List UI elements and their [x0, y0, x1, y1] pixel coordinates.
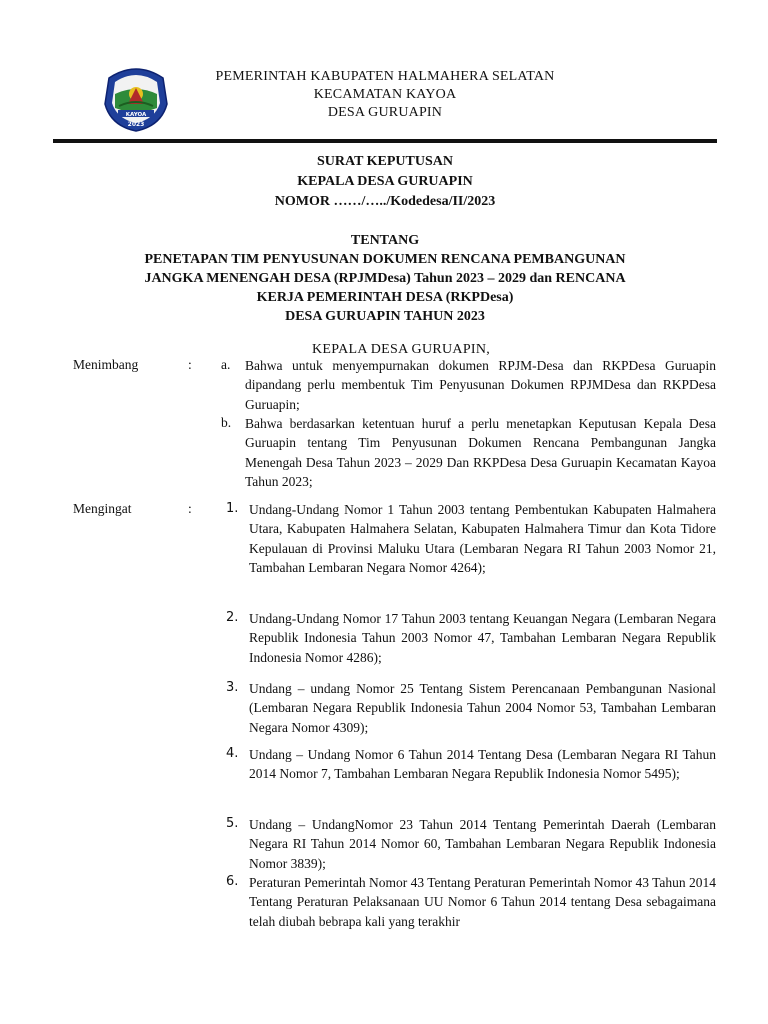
subject-line-4: DESA GURUAPIN TAHUN 2023 [285, 309, 485, 324]
letterhead-divider [53, 139, 717, 143]
subject-line-3: KERJA PEMERINTAH DESA (RKPDesa) [256, 290, 514, 305]
menimbang-marker-a: a. [221, 357, 231, 372]
mengingat-item-1: Undang-Undang Nomor 1 Tahun 2003 tentang Pembentukan Kabupaten Halmahera Utara, Kabupaten Halmahera Selatan, Kabupaten Halmahera Timur dan Kota Tidore Kepulauan di Provinsi Maluku Utara (Lembaran Negara RI Tahun 2003 Nomor 21, Tambahan Lembaran Negara Nomor 4264); [249, 502, 716, 575]
letterhead-line-3: DESA GURUAPIN [327, 105, 443, 120]
logo-banner-text: KAYOA [125, 112, 147, 118]
mengingat-item-6: Peraturan Pemerintah Nomor 43 Tentang Peraturan Pemerintah Nomor 43 Tahun 2014 Tentang Peraturan Pelaksanaan UU Nomor 6 Tahun 2014 tentang Desa sebagaimana telah diubah bebrapa kali yang terakhir [249, 875, 717, 929]
kepala-desa-heading: KEPALA DESA GURUAPIN, [312, 342, 491, 357]
mengingat-label: Mengingat [73, 501, 132, 516]
decree-issuer: KEPALA DESA GURUAPIN [297, 174, 473, 189]
mengingat-item-2: Undang-Undang Nomor 17 Tahun 2003 tentang Keuangan Negara (Lembaran Negara Republik Indonesia Tahun 2003 Nomor 47, Tambahan Lembaran Negara Republik Indonesia Nomor 4286); [249, 611, 716, 665]
menimbang-colon: : [188, 357, 192, 372]
mengingat-item-3: Undang – undang Nomor 25 Tentang Sistem Perencanaan Pembangunan Nasional (Lembaran Negara Republik Indonesia Tahun 2004 Nomor 53, Tambahan Lembaran Negara Nomor 4309); [249, 681, 716, 735]
menimbang-label: Menimbang [73, 357, 139, 372]
letterhead-line-2: KECAMATAN KAYOA [313, 87, 457, 102]
menimbang-item-a: Bahwa untuk menyempurnakan dokumen RPJM-Desa dan RKPDesa Guruapin dipandang perlu membentuk Tim Penyusunan Dokumen RPJMDesa dan RKPDesa Guruapin; [245, 358, 716, 412]
mengingat-marker-4: 4. [226, 746, 239, 761]
mengingat-item-4: Undang – Undang Nomor 6 Tahun 2014 Tentang Desa (Lembaran Negara RI Tahun 2014 Nomor 7, Tambahan Lembaran Negara Republik Indonesia Nomor 5495); [249, 747, 716, 782]
menimbang-item-b: Bahwa berdasarkan ketentuan huruf a perlu menetapkan Keputusan Kepala Desa Guruapin tentang Tim Penyusunan Dokumen Rencana Pembangunan Jangka Menengah Desa Tahun 2023 – 2029 Dan RKPDesa Desa Guruapin Kecamatan Kayoa Tahun 2023; [245, 416, 716, 489]
mengingat-colon: : [188, 501, 192, 516]
mengingat-marker-1: 1. [226, 501, 239, 516]
mengingat-item-5: Undang – UndangNomor 23 Tahun 2014 Tentang Pemerintah Daerah (Lembaran Negara RI Tahun 2014 Nomor 60, Tambahan Lembaran Negara Republik Indonesia Nomor 3839); [249, 817, 716, 871]
mengingat-marker-5: 5. [226, 816, 239, 831]
subject-line-2: JANGKA MENENGAH DESA (RPJMDesa) Tahun 2023 – 2029 dan RENCANA [144, 271, 626, 286]
mengingat-marker-2: 2. [226, 610, 239, 625]
menimbang-marker-b: b. [221, 415, 232, 430]
subject-line-1: PENETAPAN TIM PENYUSUNAN DOKUMEN RENCANA PEMBANGUNAN [144, 252, 626, 267]
logo-year-text: 2023 [127, 121, 145, 128]
mengingat-marker-6: 6. [226, 874, 239, 889]
regency-logo [101, 64, 171, 132]
tentang-heading: TENTANG [350, 233, 420, 248]
decree-title: SURAT KEPUTUSAN [316, 154, 453, 169]
mengingat-marker-3: 3. [226, 680, 239, 695]
letterhead-line-1: PEMERINTAH KABUPATEN HALMAHERA SELATAN [215, 69, 555, 84]
decree-number: NOMOR ……/…../Kodedesa/II/2023 [274, 194, 496, 209]
